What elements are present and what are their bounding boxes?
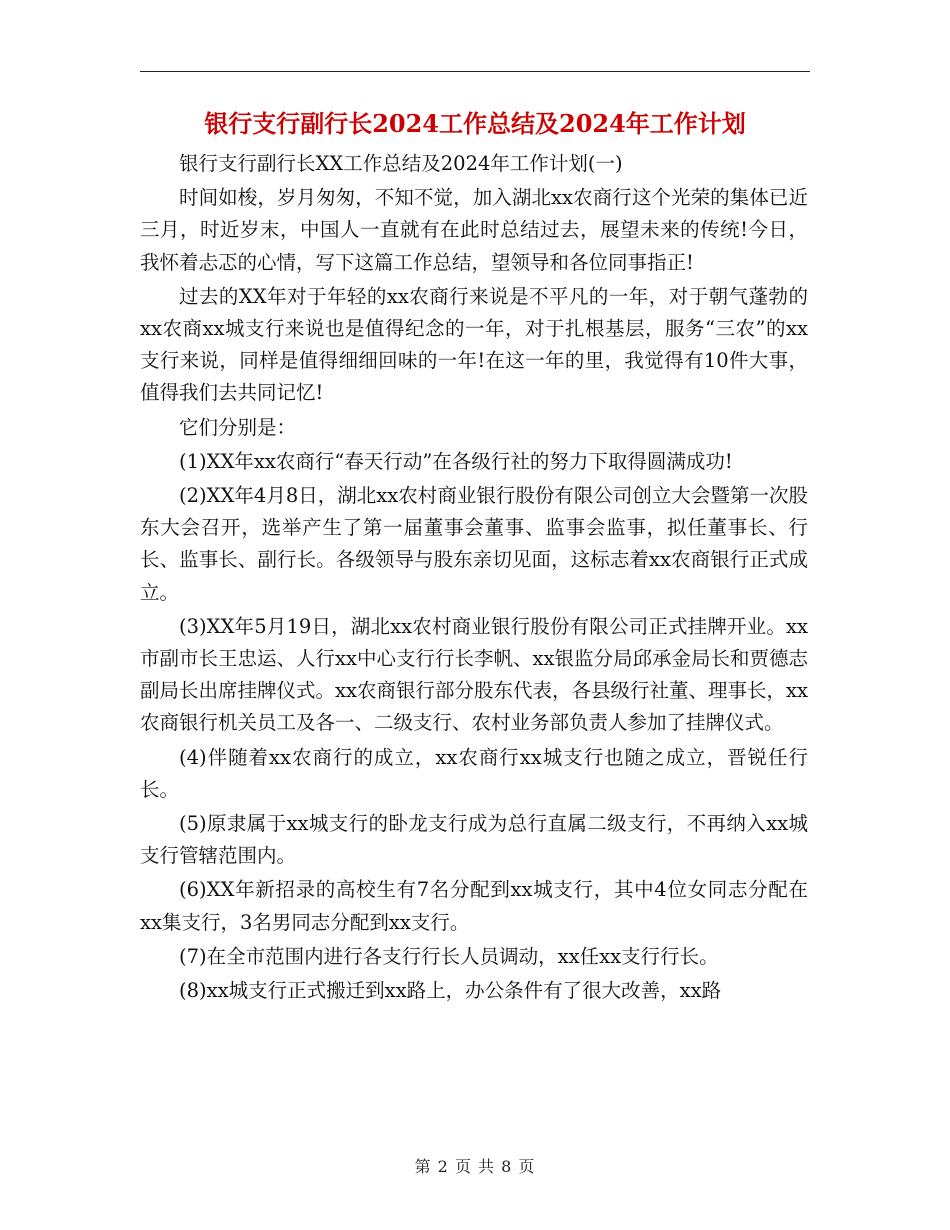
list-item-7: (7)在全市范围内进行各支行行长人员调动，xx任xx支行行长。 (179, 944, 719, 968)
list-item-1: (1)XX年xx农商行“春天行动”在各级行社的努力下取得圆满成功! (179, 449, 733, 473)
paragraph-intro: 时间如梭，岁月匆匆，不知不觉，加入湖北xx农商行这个光荣的集体已近三月，时近岁末，中国人一直就有在此时总结过去，展望未来的传统!今日，我怀着忐忑的心情，写下这篇工作总结，望领导和各位同事指正! (140, 186, 808, 274)
list-item-2: (2)XX年4月8日，湖北xx农村商业银行股份有限公司创立大会暨第一次股东大会召开，选举产生了第一届董事会董事、监事会监事，拟任董事长、行长、监事长、副行长。各级领导与股东亲切见面，这标志着xx农商银行正式成立。 (140, 484, 808, 604)
paragraph-list-lead: 它们分别是： (179, 415, 297, 439)
document-body (140, 148, 808, 1007)
list-item-4: (4)伴随着xx农商行的成立，xx农商行xx城支行也随之成立，晋锐任行长。 (140, 745, 808, 801)
list-item-8: (8)xx城支行正式搬迁到xx路上，办公条件有了很大改善，xx路 (179, 979, 722, 1003)
document-title: 银行支行副行长2024工作总结及2024年工作计划 (204, 109, 746, 138)
header-rule (140, 71, 810, 72)
page-number: 第 2 页 共 8 页 (414, 1157, 536, 1176)
paragraph-past-year: 过去的XX年对于年轻的xx农商行来说是不平凡的一年，对于朝气蓬勃的xx农商xx城支行来说也是值得纪念的一年，对于扎根基层，服务“三农”的xx支行来说，同样是值得细细回味的一年!在这一年的里，我觉得有10件大事，值得我们去共同记忆! (140, 284, 808, 405)
list-item-6: (6)XX年新招录的高校生有7名分配到xx城支行，其中4位女同志分配在xx集支行，3名男同志分配到xx支行。 (140, 878, 808, 934)
paragraph-subtitle: 银行支行副行长XX工作总结及2024年工作计划(一) (179, 152, 623, 175)
list-item-3: (3)XX年5月19日，湖北xx农村商业银行股份有限公司正式挂牌开业。xx市副市长王忠运、人行xx中心支行行长李帆、xx银监分局邱承金局长和贾德志副局长出席挂牌仪式。xx农商银行部分股东代表，各县级行社董、理事长，xx农商银行机关员工及各一、二级支行、农村业务部负责人参加了挂牌仪式。 (140, 614, 808, 735)
list-item-5: (5)原隶属于xx城支行的卧龙支行成为总行直属二级支行，不再纳入xx城支行管辖范围内。 (140, 812, 808, 868)
